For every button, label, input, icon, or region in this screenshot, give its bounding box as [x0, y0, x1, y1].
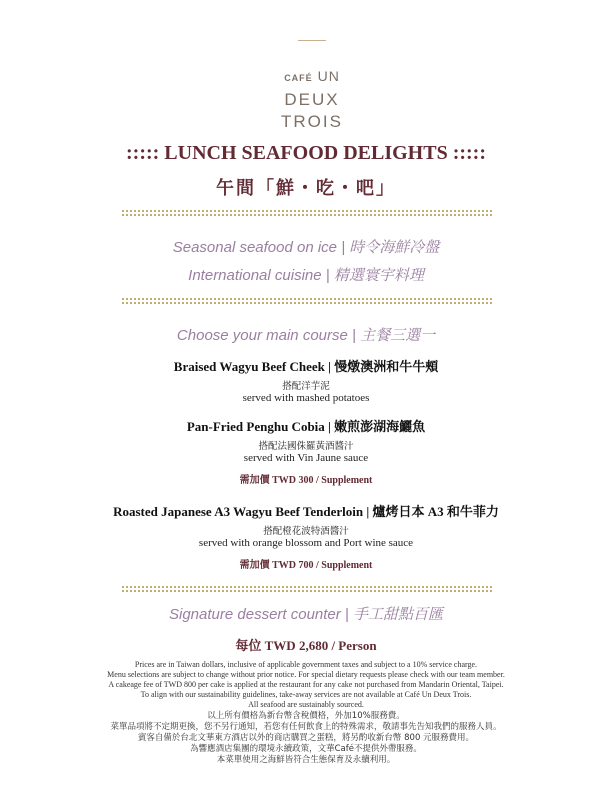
note-zh: 為響應酒店集團的環境永續政策，文華Café不提供外帶服務。: [190, 744, 422, 754]
dish-supplement: 需加價 TWD 700 / Supplement: [239, 560, 373, 571]
section-seafood: Seasonal seafood on ice | 時令海鮮冷盤: [172, 239, 440, 256]
price-per-person: 每位 TWD 2,680 / Person: [235, 638, 377, 653]
dish-description-en: served with mashed potatoes: [242, 392, 370, 404]
section-main-course: Choose your main course | 主餐三選一: [176, 327, 436, 344]
dish-name: Braised Wagyu Beef Cheek | 慢燉澳洲和牛牛頰: [173, 359, 439, 374]
note-en: All seafood are sustainably sourced.: [248, 700, 364, 709]
cafe-logo: [272, 20, 352, 131]
note-en: A cakeage fee of TWD 800 per cake is applied at the restaurant for any cake not purchased from Mandarin Oriental, Taipei.: [108, 680, 504, 689]
dish-description-en: served with orange blossom and Port wine sauce: [198, 537, 414, 549]
dish-name: Roasted Japanese A3 Wagyu Beef Tenderloin | 爐烤日本 A3 和牛菲力: [113, 504, 499, 519]
note-zh: 賓客自備於台北文華東方酒店以外的商店購買之蛋糕，將另酌收新台幣 800 元服務費用。: [137, 733, 475, 743]
menu-subtitle: 午間「鮮・吃・吧」: [216, 178, 396, 199]
section-dessert: Signature dessert counter | 手工甜點百匯: [169, 606, 443, 623]
logo-line-3: TROIS: [281, 112, 343, 131]
note-en: Prices are in Taiwan dollars, inclusive of applicable government taxes and subject to a 10% service charge.: [134, 660, 478, 669]
dish-name: Pan-Fried Penghu Cobia | 嫩煎澎湖海鱺魚: [186, 419, 426, 434]
divider: [122, 586, 492, 592]
logo-line-1-prefix: CAFÉ: [284, 73, 313, 83]
dish-description-zh: 搭配洋芋泥: [282, 381, 330, 392]
dish-description-en: served with Vin Jaune sauce: [243, 452, 369, 464]
note-zh: 菜單品項將不定期更換，您不另行通知，若您有任何飲食上的特殊需求，敬請事先告知我們的服務人員。: [110, 722, 502, 732]
logo-line-1: [272, 68, 352, 84]
divider: [122, 298, 492, 304]
note-en: Menu selections are subject to change without prior notice. For special dietary requests please check with our team member.: [107, 670, 505, 679]
logo-line-2: DEUX: [284, 90, 340, 109]
logo-rule-top: [298, 40, 326, 41]
dish-description-zh: 搭配法國侏羅黃酒醬汁: [258, 441, 354, 452]
note-zh: 以上所有價格為新台幣含稅價格，外加10%服務費。: [207, 711, 405, 721]
note-zh: 本菜單使用之海鮮皆符合生態保育及永續利用。: [216, 755, 396, 765]
logo-line-1-suffix: UN: [317, 68, 340, 84]
dish-supplement: 需加價 TWD 300 / Supplement: [239, 475, 373, 486]
dish-description-zh: 搭配橙花波特酒醬汁: [263, 526, 349, 537]
note-en: To align with our sustainability guidelines, take-away services are not available at Café Un Deux Trois.: [140, 690, 472, 699]
section-international: International cuisine | 精選寰宇料理: [188, 267, 424, 284]
menu-title: ::::: LUNCH SEAFOOD DELIGHTS :::::: [126, 142, 486, 164]
divider: [122, 210, 492, 216]
